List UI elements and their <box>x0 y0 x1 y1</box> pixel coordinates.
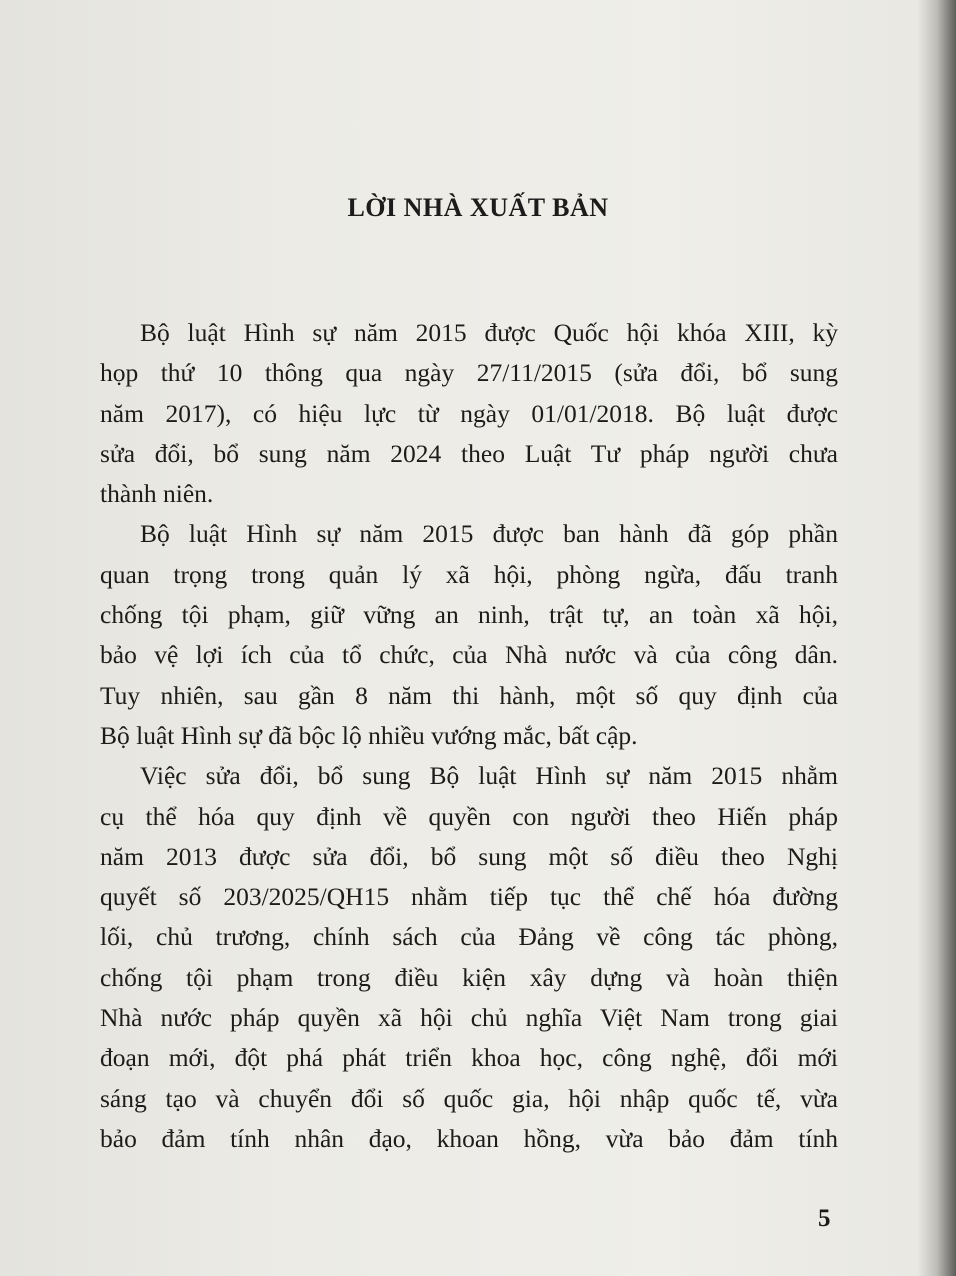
text-line: chống tội phạm trong điều kiện xây dựng và hoàn thiện <box>100 962 838 992</box>
text-line: cụ thể hóa quy định về quyền con người theo Hiến pháp <box>100 801 838 831</box>
text-line: chống tội phạm, giữ vững an ninh, trật tự, an toàn xã hội, <box>100 600 838 630</box>
text-line: bảo vệ lợi ích của tổ chức, của Nhà nước và của công dân. <box>100 640 838 670</box>
text-line: Bộ luật Hình sự đã bộc lộ nhiều vướng mắc, bất cập. <box>100 720 638 750</box>
text-line: họp thứ 10 thông qua ngày 27/11/2015 (sửa đổi, bổ sung <box>100 358 838 388</box>
text-line: Việc sửa đổi, bổ sung Bộ luật Hình sự năm 2015 nhằm <box>140 761 838 791</box>
text-line: năm 2013 được sửa đổi, bổ sung một số điều theo Nghị <box>100 841 838 871</box>
text-line: đoạn mới, đột phá phát triển khoa học, công nghệ, đổi mới <box>100 1043 838 1073</box>
text-line: năm 2017), có hiệu lực từ ngày 01/01/2018. Bộ luật được <box>100 398 838 428</box>
text-line: sáng tạo và chuyển đổi số quốc gia, hội nhập quốc tế, vừa <box>100 1083 838 1113</box>
text-line: Tuy nhiên, sau gần 8 năm thi hành, một số quy định của <box>100 680 838 710</box>
text-line: quyết số 203/2025/QH15 nhằm tiếp tục thể chế hóa đường <box>100 882 838 912</box>
text-line: thành niên. <box>100 479 214 509</box>
text-line: lối, chủ trương, chính sách của Đảng về công tác phòng, <box>100 922 838 952</box>
text-line: Nhà nước pháp quyền xã hội chủ nghĩa Việt Nam trong giai <box>100 1003 838 1033</box>
text-line: quan trọng trong quản lý xã hội, phòng ngừa, đấu tranh <box>100 559 838 589</box>
page-number: 5 <box>818 1205 831 1232</box>
page-title: LỜI NHÀ XUẤT BẢN <box>347 193 609 222</box>
body-text <box>100 313 838 1159</box>
text-line: Bộ luật Hình sự năm 2015 được ban hành đã góp phần <box>140 519 838 549</box>
text-line: bảo đảm tính nhân đạo, khoan hồng, vừa bảo đảm tính <box>100 1123 838 1153</box>
text-line: Bộ luật Hình sự năm 2015 được Quốc hội khóa XIII, kỳ <box>140 318 838 347</box>
text-line: sửa đổi, bổ sung năm 2024 theo Luật Tư pháp người chưa <box>100 438 838 468</box>
